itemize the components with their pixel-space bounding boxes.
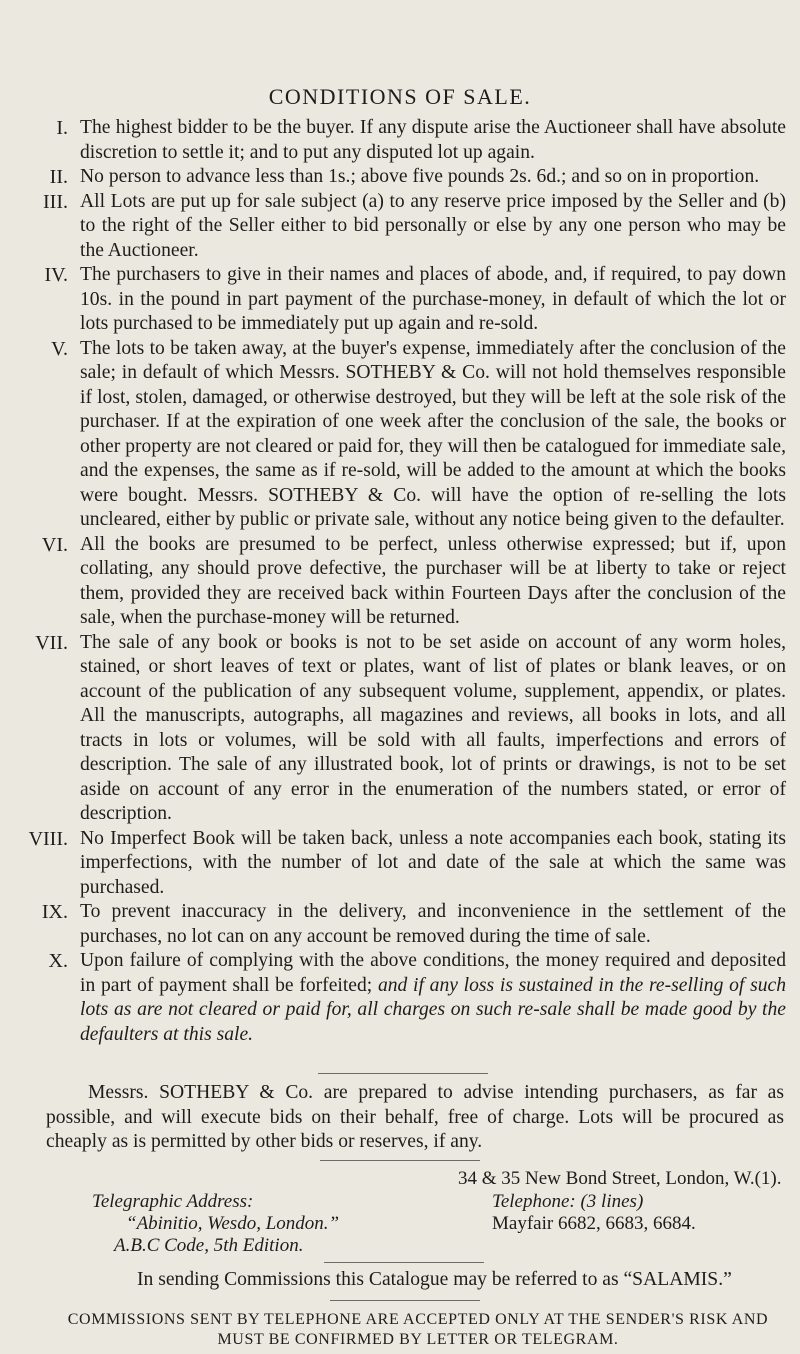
condition-item (18, 165, 786, 190)
code-line: A.B.C Code, 5th Edition. (114, 1235, 304, 1256)
telegraphic-label: Telegraphic Address: (92, 1191, 254, 1212)
condition-text: The highest bidder to be the buyer. If any dispute arise the Auctioneer shall have absolute discretion to settle it; and to put any disputed lot up again. (80, 117, 786, 163)
condition-number: VIII. (28, 827, 68, 850)
condition-text: The lots to be taken away, at the buyer's expense, immediately after the conclusion of the sale; in default of which Messrs. SOTHEBY & Co. will not hold themselves responsible if lost, stolen, damaged, or otherwise destroyed, but they will be left at the sole risk of the purchaser. If at the expiration of one week after the conclusion of the sale, the books or other property are not cleared or paid for, they will then be catalogued for immediate sale, and the expenses, the same as if re-sold, will be added to the amount at which the books were bought. Messrs. SOTHEBY & Co. will have the option of re-selling the lots uncleared, either by public or private sale, without any notice being given to the defaulter. (80, 337, 786, 530)
condition-text (80, 949, 786, 1047)
divider-rule (330, 1300, 480, 1301)
condition-text: The sale of any book or books is not to be set aside on account of any worm holes, stained, or short leaves of text or plates, want of list of plates or blank leaves, or on account of the publication of any subsequent volume, supplement, appendix, or plates. All the manuscripts, autographs, all magazines and reviews, all books in lots, and all tracts in lots or volumes, will be sold with all faults, imperfections and errors of description. The sale of any illustrated book, lot of prints or drawings, is not to be set aside on account of any error in the enumeration of the numbers stated, or error of description. (80, 631, 786, 824)
condition-text: No Imperfect Book will be taken back, unless a note accompanies each book, stating its imperfections, with the number of lot and date of the sale at which the same was purchased. (80, 827, 786, 898)
condition-item (18, 900, 786, 949)
conditions-list (18, 116, 786, 1047)
telephone-label: Telephone: (3 lines) (492, 1191, 644, 1212)
condition-text: All Lots are put up for sale subject (a) to any reserve price imposed by the Seller and (b) to the right of the Seller either to bid personally or else by any one person who may be the Auctioneer. (80, 190, 786, 261)
commission-note: In sending Commissions this Catalogue may be referred to as “SALAMIS.” (137, 1269, 732, 1290)
condition-number: IV. (44, 264, 68, 286)
telephone-numbers: Mayfair 6682, 6683, 6684. (492, 1213, 696, 1234)
telephone-warning-line-1: COMMISSIONS SENT BY TELEPHONE ARE ACCEPTED ONLY AT THE SENDER'S RISK AND (67, 1311, 769, 1328)
divider-rule (318, 1073, 488, 1074)
condition-item (18, 263, 786, 337)
condition-text-italic: and if any loss is sustained in the re-selling of such lots as are not cleared or paid for, all charges on such re-sale shall be made good by the defaulters at this sale. (80, 974, 787, 1045)
address-line: 34 & 35 New Bond Street, London, W.(1). (458, 1168, 782, 1189)
condition-item (18, 631, 786, 827)
condition-item (18, 949, 786, 1047)
condition-number: IX. (41, 901, 68, 923)
advice-paragraph: Messrs. SOTHEBY & Co. are prepared to advise intending purchasers, as far as possible, and will execute bids on their behalf, free of charge. Lots will be procured as cheaply as is permitted by other bids or reserves, if any. (46, 1082, 784, 1152)
telephone-warning-line-2: MUST BE CONFIRMED BY LETTER OR TELEGRAM. (217, 1331, 619, 1348)
page-title: CONDITIONS OF SALE. (268, 84, 532, 109)
condition-text: To prevent inaccuracy in the delivery, and inconvenience in the settlement of the purchases, no lot can on any account be removed during the time of sale. (80, 901, 786, 947)
divider-rule (320, 1160, 480, 1161)
telegraphic-address: “Abinitio, Wesdo, London.” (126, 1213, 340, 1234)
condition-item (18, 533, 786, 631)
condition-number: VII. (35, 631, 68, 654)
condition-text: All the books are presumed to be perfect, unless otherwise expressed; but if, upon collating, any should prove defective, the purchaser will be at liberty to take or reject them, provided they are received back within Fourteen Days after the conclusion of the sale, when the purchase-money will be returned. (80, 533, 786, 628)
condition-number: I. (56, 117, 68, 139)
condition-item (18, 116, 786, 165)
condition-item (18, 337, 786, 533)
condition-item (18, 827, 786, 901)
condition-number: II. (49, 166, 68, 188)
condition-number: VI. (41, 533, 68, 556)
condition-number: V. (51, 337, 68, 360)
condition-number: X. (48, 950, 68, 972)
divider-rule (324, 1262, 484, 1263)
condition-number: III. (43, 190, 68, 213)
condition-text: The purchasers to give in their names and places of abode, and, if required, to pay down 10s. in the pound in part payment of the purchase-money, in default of which the lot or lots purchased to be immediately put up again and re-sold. (80, 264, 786, 334)
condition-text: No person to advance less than 1s.; above five pounds 2s. 6d.; and so on in proportion. (80, 166, 760, 187)
condition-text-roman: Upon failure of complying with the above conditions, the money required and deposited in part of payment shall be forfeited; (80, 950, 786, 996)
condition-item (18, 190, 786, 264)
